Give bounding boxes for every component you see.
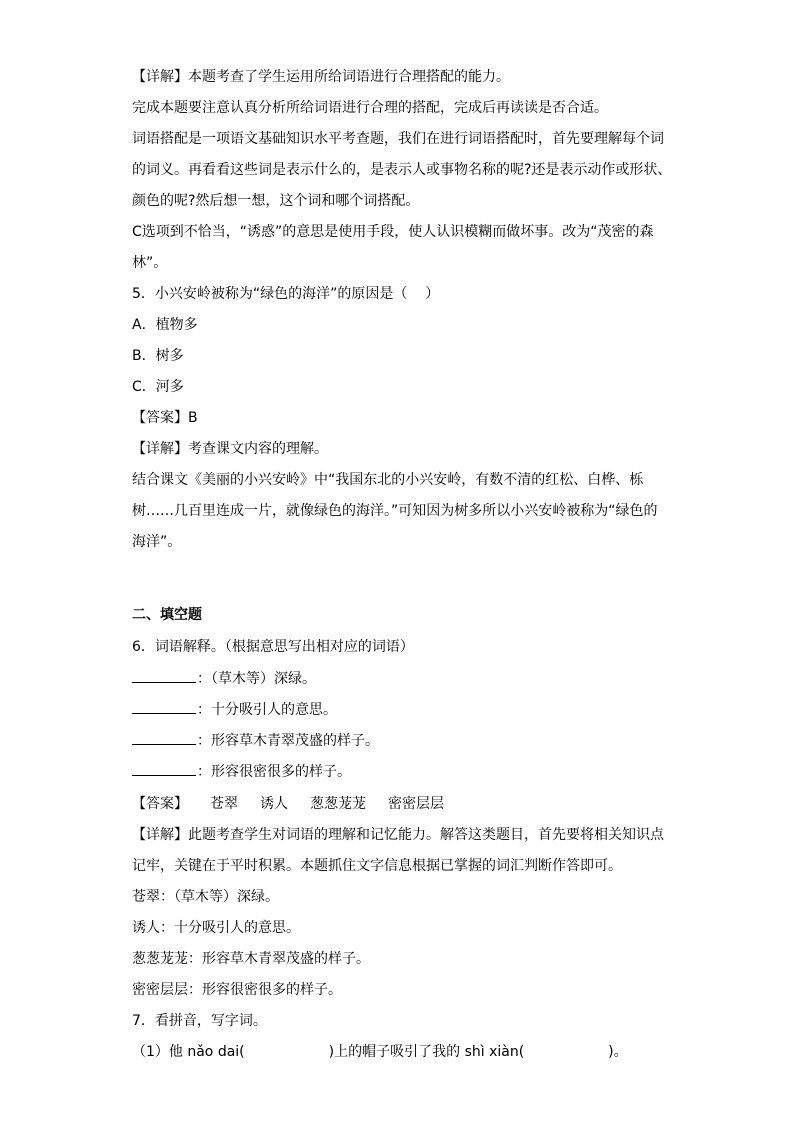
- answer-blank[interactable]: [132, 699, 196, 714]
- answer-line: 【答案】 苍翠 诱人 葱葱茏茏 密密层层: [132, 796, 444, 812]
- text-line: 【详解】此题考查学生对词语的理解和记忆能力。解答这类题目，首先要将相关知识点: [132, 827, 664, 843]
- answer-line: 【答案】B: [132, 410, 198, 426]
- text-line: 葱葱茏茏：形容草木青翠茂盛的样子。: [132, 951, 370, 967]
- text-line: 词语搭配是一项语文基础知识水平考查题，我们在进行词语搭配时，首先要理解每个词: [132, 131, 664, 147]
- definition-2: ：十分吸引人的意思。: [132, 699, 337, 720]
- definition-3: ：形容草木青翠茂盛的样子。: [132, 730, 379, 751]
- answer-blank[interactable]: [132, 761, 196, 776]
- question-6: 6．词语解释。（根据意思写出相对应的词语）: [132, 639, 414, 655]
- text-line: 【详解】本题考查了学生运用所给词语进行合理搭配的能力。: [132, 69, 510, 85]
- text-line: 记牢，关键在于平时积累。本题抓住文字信息根据已掌握的词汇判断作答即可。: [132, 858, 622, 874]
- answer-blank[interactable]: [132, 668, 196, 683]
- definition-1: ：（草木等）深绿。: [132, 668, 316, 689]
- text-line: 完成本题要注意认真分析所给词语进行合理的搭配，完成后再读读是否合适。: [132, 100, 608, 116]
- text-line: 【详解】考查课文内容的理解。: [132, 441, 328, 457]
- option-c: C．河多: [132, 379, 184, 395]
- definition-4: ：形容很密很多的样子。: [132, 761, 351, 782]
- question-7: 7．看拼音，写字词。: [132, 1013, 267, 1029]
- option-a: A．植物多: [132, 317, 198, 333]
- question-7-1: （1）他 nǎo dai( )上的帽子吸引了我的 shì xiàn( )。: [132, 1044, 628, 1060]
- text-line: 密密层层：形容很密很多的样子。: [132, 982, 342, 998]
- question-5: 5．小兴安岭被称为“绿色的海洋”的原因是（ ）: [132, 286, 440, 302]
- text-line: 海洋”。: [132, 534, 182, 550]
- text-line: C选项到不恰当，“诱惑”的意思是使用手段，使人认识模糊而做坏事。改为“茂密的森: [132, 224, 654, 240]
- section-heading: 二、填空题: [132, 607, 202, 623]
- text-line: 结合课文《美丽的小兴安岭》中“我国东北的小兴安岭，有数不清的红松、白桦、栎: [132, 472, 644, 488]
- text-line: 诱人：十分吸引人的意思。: [132, 920, 300, 936]
- text-line: 苍翠：（草木等）深绿。: [132, 889, 279, 905]
- text-line: 树……几百里连成一片，就像绿色的海洋。”可知因为树多所以小兴安岭被称为“绿色的: [132, 503, 658, 519]
- option-b: B．树多: [132, 348, 184, 364]
- text-line: 林”。: [132, 255, 168, 271]
- text-line: 的词义。再看看这些词是表示什么的，是表示人或事物名称的呢?还是表示动作或形状、: [132, 162, 672, 178]
- answer-blank[interactable]: [132, 730, 196, 745]
- text-line: 颜色的呢?然后想一想，这个词和哪个词搭配。: [132, 193, 420, 209]
